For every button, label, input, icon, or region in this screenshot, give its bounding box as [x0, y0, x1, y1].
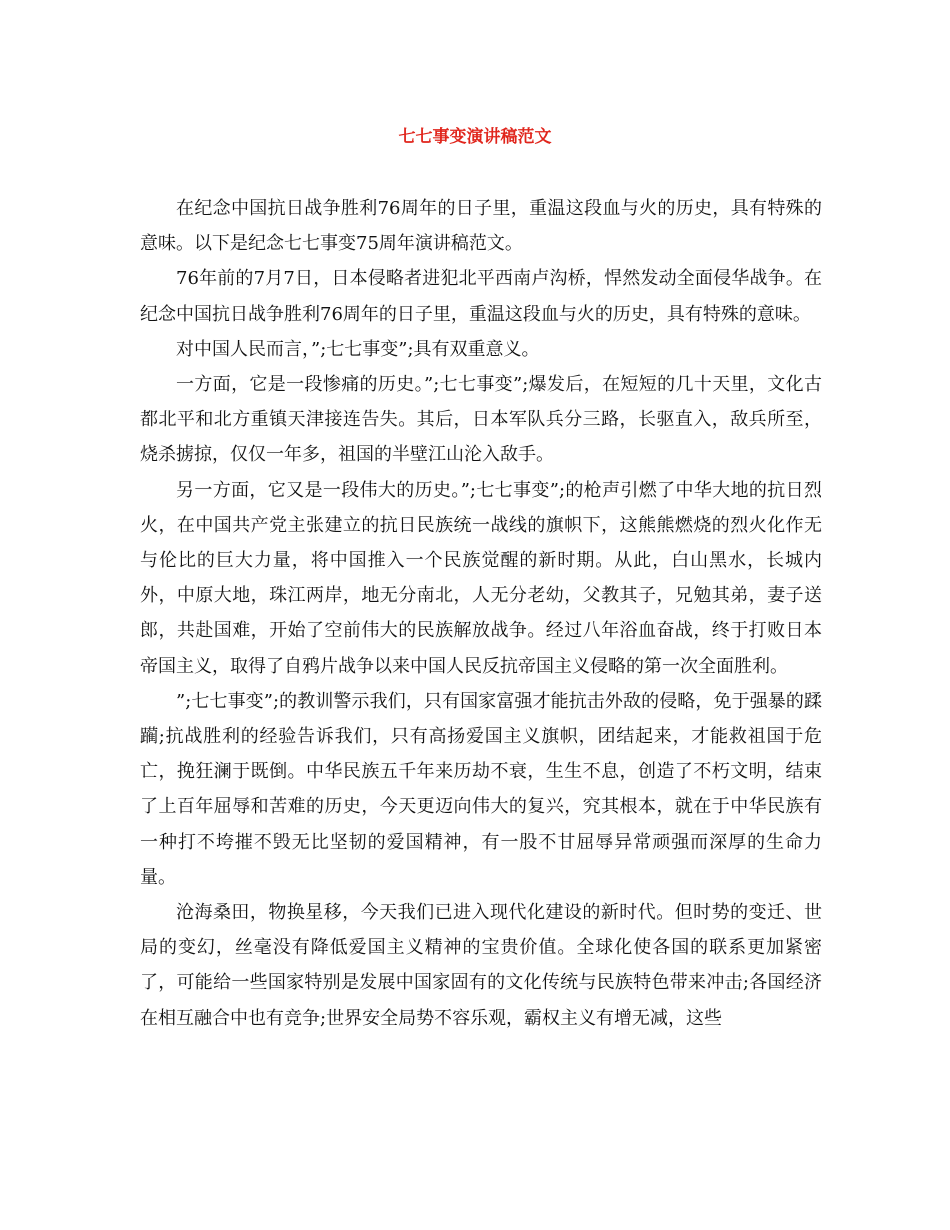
- paragraph: 沧海桑田，物换星移，今天我们已进入现代化建设的新时代。但时势的变迁、世局的变幻，丝毫没有降低爱国主义精神的宝贵价值。全球化使各国的联系更加紧密了，可能给一些国家特别是发展中国家固有的文化传统与民族特色带来冲击;各国经济在相互融合中也有竞争;世界安全局势不容乐观，霸权主义有增无减，这些: [140, 902, 822, 1029]
- paragraph: 对中国人民而言，”;七七事变”;具有双重意义。: [176, 338, 540, 360]
- paragraph: 另一方面，它又是一段伟大的历史。”;七七事变”;的枪声引燃了中华大地的抗日烈火，在中国共产党主张建立的抗日民族统一战线的旗帜下，这熊熊燃烧的烈火化作无与伦比的巨大力量，将中国推入一个民族觉醒的新时期。从此，白山黑水，长城内外，中原大地，珠江两岸，地无分南北，人无分老幼，父教其子，兄勉其弟，妻子送郎，共赴国难，开始了空前伟大的民族解放战争。经过八年浴血奋战，终于打败日本帝国主义，取得了自鸦片战争以来中国人民反抗帝国主义侵略的第一次全面胜利。: [140, 479, 822, 677]
- paragraph: 在纪念中国抗日战争胜利76周年的日子里，重温这段血与火的历史，具有特殊的意味。以下是纪念七七事变75周年演讲稿范文。: [140, 198, 822, 255]
- paragraph: 76年前的7月7日，日本侵略者进犯北平西南卢沟桥，悍然发动全面侵华战争。在纪念中国抗日战争胜利76周年的日子里，重温这段血与火的历史，具有特殊的意味。: [140, 268, 822, 325]
- paragraph: ”;七七事变”;的教训警示我们，只有国家富强才能抗击外敌的侵略，免于强暴的蹂躏;抗战胜利的经验告诉我们，只有高扬爱国主义旗帜，团结起来，才能救祖国于危亡，挽狂澜于既倒。中华民族五千年来历劫不衰，生生不息，创造了不朽文明，结束了上百年屈辱和苦难的历史，今天更迈向伟大的复兴，究其根本，就在于中华民族有一种打不垮摧不毁无比坚韧的爱国精神，有一股不甘屈辱异常顽强而深厚的生命力量。: [140, 690, 822, 888]
- document-title: 七七事变演讲稿范文: [398, 127, 552, 147]
- paragraph: 一方面，它是一段惨痛的历史。”;七七事变”;爆发后，在短短的几十天里，文化古都北平和北方重镇天津接连告失。其后，日本军队兵分三路，长驱直入，敌兵所至，烧杀掳掠，仅仅一年多，祖国的半壁江山沦入敌手。: [140, 374, 822, 466]
- document-body: [140, 191, 822, 1036]
